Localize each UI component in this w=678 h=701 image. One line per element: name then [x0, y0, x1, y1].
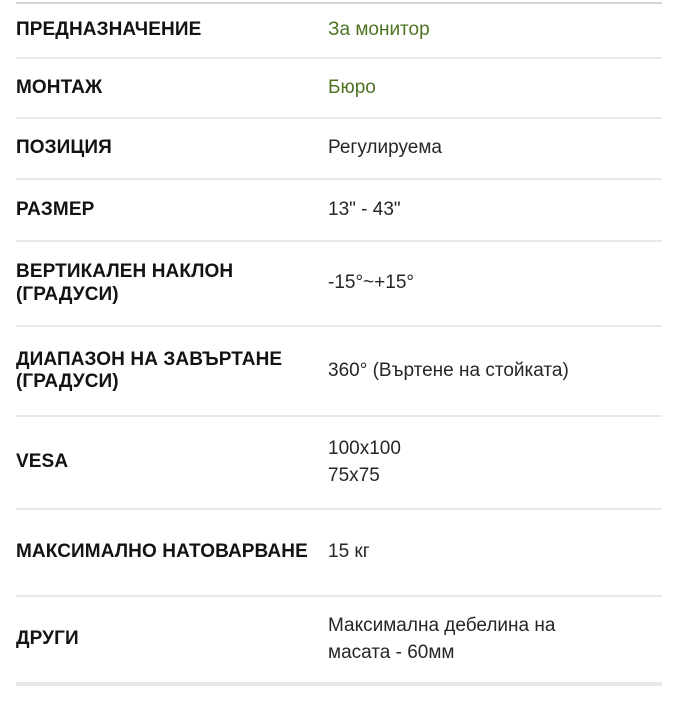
spec-label-mounting: МОНТАЖ: [16, 76, 103, 98]
table-row: [16, 180, 662, 242]
spec-label-max-load-line2: НАТОВАРВАНЕ: [162, 541, 308, 563]
spec-value-vesa: [328, 436, 662, 490]
table-row: [16, 510, 662, 597]
spec-label-vertical-tilt-line2: (ГРАДУСИ): [16, 283, 119, 305]
table-row: [16, 4, 662, 59]
spec-label-position: ПОЗИЦИЯ: [16, 137, 112, 159]
spec-label-vertical-tilt-line1: ВЕРТИКАЛЕН НАКЛОН: [16, 261, 234, 283]
table-bottom-divider: [16, 684, 662, 686]
spec-label-purpose: ПРЕДНАЗНАЧЕНИЕ: [16, 19, 202, 41]
spec-label-other: ДРУГИ: [16, 628, 79, 650]
table-row: [16, 242, 662, 327]
spec-label-vesa: VESA: [16, 451, 69, 473]
spec-value-vesa-line1: 100x100: [328, 437, 401, 459]
spec-value-mounting: Бюро: [328, 76, 376, 98]
spec-value-vesa-line2: 75x75: [328, 464, 380, 486]
spec-label-swivel-range: [16, 349, 328, 394]
specification-table: [0, 2, 678, 701]
spec-value-other-line1: Максимална дебелина на: [328, 614, 556, 636]
spec-label-vertical-tilt: [16, 261, 328, 306]
spec-label-swivel-range-line1: ДИАПАЗОН НА: [16, 348, 159, 370]
spec-value-purpose: За монитор: [328, 19, 430, 41]
table-row: [16, 597, 662, 684]
table-row: [16, 119, 662, 180]
spec-value-other-line2: масата - 60мм: [328, 641, 455, 663]
spec-value-vertical-tilt: -15°~+15°: [328, 272, 414, 294]
spec-value-max-load: 15 кг: [328, 541, 370, 563]
table-row: [16, 59, 662, 119]
spec-label-max-load-line1: МАКСИМАЛНО: [16, 541, 157, 563]
spec-label-max-load: [16, 541, 328, 563]
spec-value-swivel-range: 360° (Въртене на стойката): [328, 359, 569, 381]
spec-value-position: Регулируема: [328, 137, 442, 159]
spec-label-size: РАЗМЕР: [16, 198, 95, 220]
spec-label-swivel-range-line2: ЗАВЪРТАНЕ (ГРАДУСИ): [16, 348, 283, 392]
table-row: [16, 327, 662, 417]
spec-value-size: 13" - 43": [328, 198, 401, 220]
spec-value-other: [328, 613, 662, 667]
table-row: [16, 417, 662, 510]
